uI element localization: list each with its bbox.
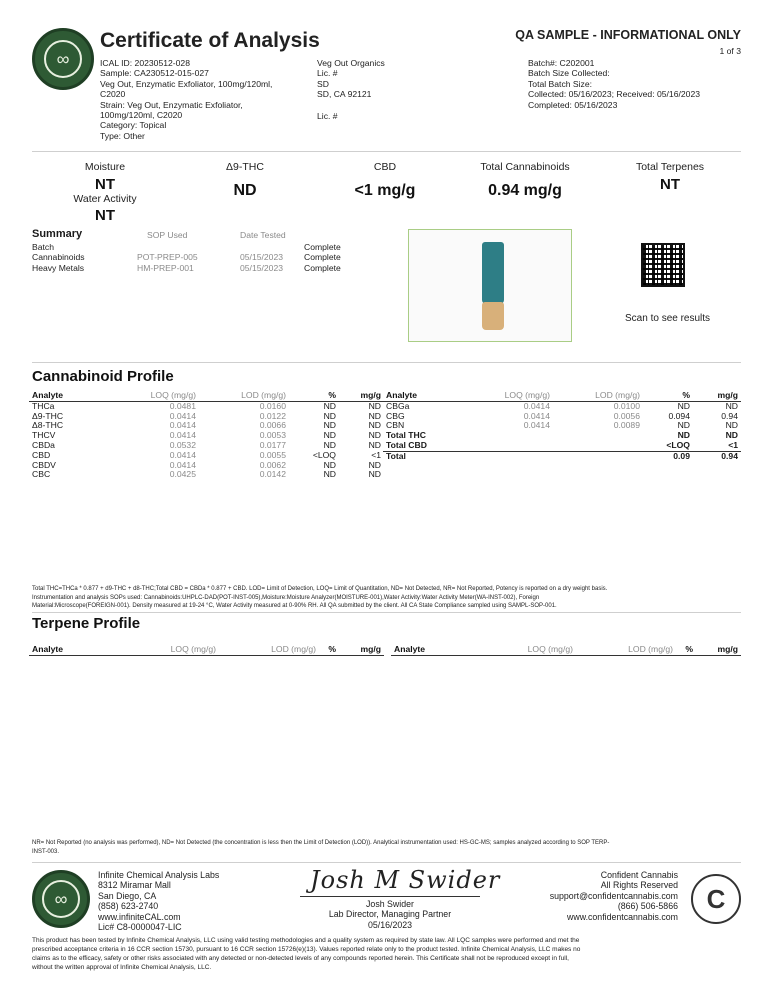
table-row: Δ8-THC 0.0414 0.0066 ND ND — [32, 420, 381, 431]
divider — [32, 862, 741, 863]
table-row: CBGa 0.0414 0.0100 ND ND — [386, 400, 738, 411]
terpene-profile-title: Terpene Profile — [32, 615, 141, 632]
table-row: THCa 0.0481 0.0160 ND ND — [32, 400, 381, 411]
divider — [32, 612, 741, 613]
lab-seal-logo: ∞ — [32, 28, 94, 90]
cannabinoid-table-right: Analyte LOQ (mg/g) LOD (mg/g) % mg/g CBGa 0.0414 0.0100 ND ND CBG 0.0414 0.0056 0.094 0.94 CBN 0.0414 0.0089 ND ND Total THC ND ND Total CBD <LOQ <1 Total 0.09 0.94 — [383, 391, 741, 462]
disclaimer: This product has been tested by Infinite Chemical Analysis, LLC using valid testing methodologies and a quality system as required by state law. All LQC samples were performed and met the prescribed acceptance criteria in 16 CCR section 15730, pursuant to 16 CCR section 15726(e)(13). Values reported relate only to the product tested. Infinite Chemical Analysis, LLC makes no claims as to the efficacy, safety or other risks associated with any detected or non-detected levels of any compounds reported herein. This Certificate shall not be reproduced except in full, without the written approval of Infinite Chemical Analysis, LLC. — [32, 937, 581, 971]
product-photo — [408, 229, 572, 342]
terpene-table-left: Analyte LOQ (mg/g) LOD (mg/g) % mg/g — [29, 645, 384, 656]
terpene-notes: NR= Not Reported (no analysis was performed), ND= Not Detected (the concentration is less then the Limit of Detection (LOD)). Analytical instrumentation used: HS-GC-MS; samples analyzed according to SOP TERP- INST-003. — [32, 840, 610, 855]
summary-dates: 05/15/2023 05/15/2023 — [240, 252, 284, 273]
signature: Josh M Swider — [310, 866, 501, 894]
signatory: Josh Swider Lab Director, Managing Partner 05/16/2023 — [328, 899, 452, 930]
kpi-moisture: Moisture NT Water Activity NT — [73, 161, 137, 224]
scan-label: Scan to see results — [625, 313, 711, 324]
kpi-d9-thc: Δ9-THC ND — [226, 161, 264, 199]
lab-seal-logo: ∞ — [32, 870, 90, 928]
cannabinoid-profile-title: Cannabinoid Profile — [32, 368, 174, 385]
summary-names: Batch Cannabinoids Heavy Metals — [32, 242, 85, 273]
divider — [32, 151, 741, 152]
table-row: CBN 0.0414 0.0089 ND ND — [386, 420, 738, 431]
table-row: CBDV 0.0414 0.0062 ND ND — [32, 459, 381, 470]
client-info: Veg Out Organics Lic. # SD SD, CA 92121 Lic. # — [317, 58, 385, 121]
qr-code[interactable] — [641, 243, 685, 287]
table-row: Total 0.09 0.94 — [383, 451, 741, 461]
batch-info: Batch#: C202001 Batch Size Collected: Total Batch Size: Collected: 05/16/2023; Received: 05/16/2023 Completed: 05/16/2023 — [528, 58, 701, 110]
terpene-table-right: Analyte LOQ (mg/g) LOD (mg/g) % mg/g — [391, 645, 741, 656]
divider — [32, 362, 741, 363]
table-row: CBG 0.0414 0.0056 0.094 0.94 — [386, 410, 738, 421]
table-row: THCV 0.0414 0.0053 ND ND — [32, 430, 381, 441]
table-row: Total CBD <LOQ <1 — [386, 439, 738, 450]
tube-body — [482, 242, 504, 304]
summary-status: Complete Complete Complete — [304, 242, 341, 273]
sample-info: ICAL ID: 20230512-028 Sample: CA230512-015-027 Veg Out, Enzymatic Exfoliator, 100mg/120ml, C2020 Strain: Veg Out, Enzymatic Exfoliator, 100mg/120ml, C2020 Category: Topical Type: Other — [100, 58, 273, 141]
tube-cap — [482, 302, 504, 330]
kpi-total-cannabinoids: Total Cannabinoids 0.94 mg/g — [480, 161, 570, 199]
summary-sops: POT-PREP-005 HM-PREP-001 — [137, 252, 198, 273]
table-row: CBDa 0.0532 0.0177 ND ND — [32, 439, 381, 450]
cannabinoid-notes: Total THC=THCa * 0.877 + d9-THC + d8-THC;Total CBD = CBDa * 0.877 + CBD. LOD= Limit of Detection, LOQ= Limit of Quantitation, ND= Not Detected, NR= Not Reported, Potency is reported on a dry weight basis. Instrumentation and analysis SOPs used: Cannabinoids:UHPLC-DAD(POT-INST-005),Moisture:Moisture Analyzer(MOISTURE-001),Water Activity:Water Activity Meter(WA-INST-002), Foreign Material:Microscope(FOREIGN-001). Density measured at 19-24 °C, Water Activity measured at 0-90% RH. All QA submitted by the client. All CA State Compliance sampled using SAMPL-SOP-001. — [32, 586, 608, 610]
lab-contact-info: Infinite Chemical Analysis Labs 8312 Miramar Mall San Diego, CA (858) 623-2740 www.infiniteCAL.com Lic# C8-0000047-LIC — [98, 870, 220, 933]
summary-title: Summary — [32, 228, 83, 240]
summary-sop-header: SOP Used — [147, 230, 188, 240]
signature-line — [300, 896, 480, 897]
confident-cannabis-info: Confident Cannabis All Rights Reserved support@confidentcannabis.com (866) 506-5866 www.confidentcannabis.com — [549, 870, 678, 922]
page-number: 1 of 3 — [719, 46, 741, 56]
confident-cannabis-logo: C — [691, 874, 741, 924]
table-row: CBC 0.0425 0.0142 ND ND — [32, 469, 381, 480]
table-row: Total THC ND ND — [386, 430, 738, 441]
page-title: Certificate of Analysis — [100, 29, 320, 52]
qa-sample-label: QA SAMPLE - INFORMATIONAL ONLY — [515, 28, 741, 42]
summary-date-header: Date Tested — [240, 230, 286, 240]
table-row: CBD 0.0414 0.0055 <LOQ <1 — [32, 449, 381, 460]
kpi-cbd: CBD <1 mg/g — [354, 161, 416, 199]
table-row: Δ9-THC 0.0414 0.0122 ND ND — [32, 410, 381, 421]
kpi-total-terpenes: Total Terpenes NT — [635, 161, 705, 193]
cannabinoid-table-left: Analyte LOQ (mg/g) LOD (mg/g) % mg/g THCa 0.0481 0.0160 ND ND Δ9-THC 0.0414 0.0122 ND ND Δ8-THC 0.0414 0.0066 ND ND THCV 0.0414 0.0053 ND ND CBDa 0.0532 0.0177 ND ND CBD 0.0414 0.0055 <LOQ <1 CBDV 0.0414 0.0062 ND ND CBC 0.0425 0.0142 ND ND — [29, 391, 384, 480]
